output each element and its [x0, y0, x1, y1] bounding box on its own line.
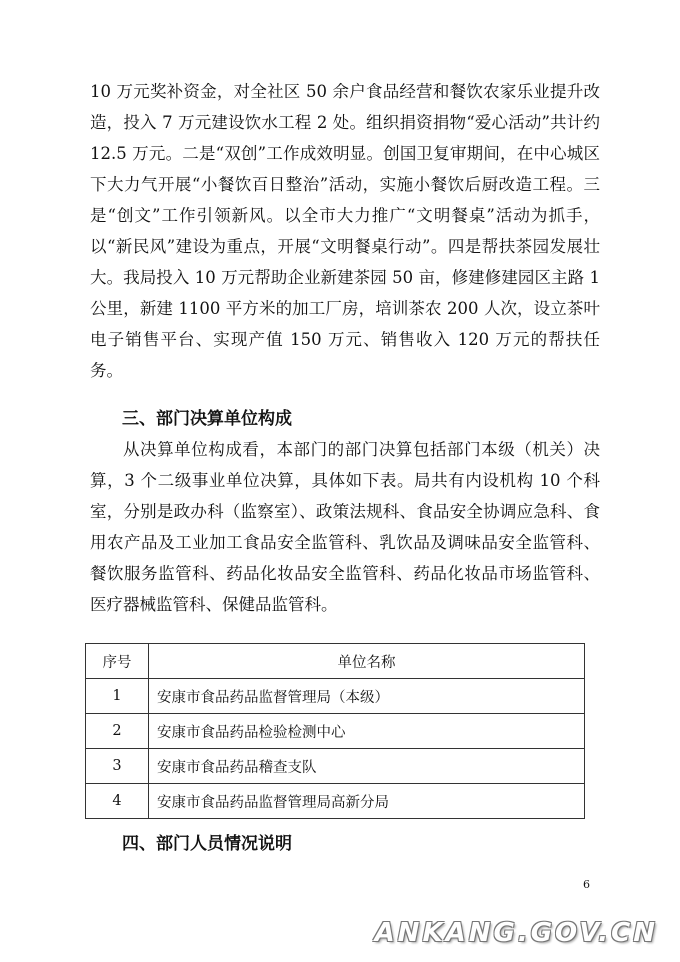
row-unit-name: 安康市食品药品监督管理局高新分局	[149, 784, 585, 819]
units-table	[85, 643, 585, 819]
header-unit-name: 单位名称	[149, 644, 585, 679]
row-serial-number: 3	[86, 749, 149, 784]
table-row	[86, 714, 585, 749]
row-serial-number: 2	[86, 714, 149, 749]
table-header-row	[86, 644, 585, 679]
row-serial-number: 1	[86, 679, 149, 714]
header-serial-number: 序号	[86, 644, 149, 679]
paragraph-unit-composition: 从决算单位构成看，本部门的部门决算包括部门本级（机关）决算，3 个二级事业单位决算，具体如下表。局共有内设机构 10 个科室，分别是政办科（监察室）、政策法规科、食品安全协调应急科、食用农产品及工业加工食品安全监管科、乳饮品及调味品安全监管科、餐饮服务监管科、药品化妆品安全监管科、药品化妆品市场监管科、医疗器械监管科、保健品监管科。	[90, 440, 600, 614]
heading-section-3: 三、部门决算单位构成	[122, 409, 292, 429]
page-number: 6	[583, 878, 590, 891]
site-watermark: ANKANG.GOV.CN	[374, 918, 658, 948]
body-text-block-2	[90, 434, 600, 620]
paragraph-poverty-relief: 10 万元奖补资金，对全社区 50 余户食品经营和餐饮农家乐业提升改造，投入 7 万元建设饮水工程 2 处。组织捐资捐物“爱心活动”共计约 12.5 万元。二是“双创”工作成效明显。创国卫复审期间，在中心城区下大力气开展“小餐饮百日整治”活动，实施小餐饮后厨改造工程。三是“创文”工作引领新风。以全市大力推广“文明餐桌”活动为抓手，以“新民风”建设为重点，开展“文明餐桌行动”。四是帮扶茶园发展壮大。我局投入 10 万元帮助企业新建茶园 50 亩，修建修建园区主路 1 公里，新建 1100 平方米的加工厂房，培训茶农 200 人次，设立茶叶电子销售平台、实现产值 150 万元、销售收入 120 万元的帮扶任务。	[90, 82, 600, 380]
row-unit-name: 安康市食品药品检验检测中心	[149, 714, 585, 749]
table-row	[86, 749, 585, 784]
table-row	[86, 784, 585, 819]
body-text-block	[90, 76, 600, 386]
row-unit-name: 安康市食品药品稽查支队	[149, 749, 585, 784]
heading-section-4: 四、部门人员情况说明	[122, 834, 292, 854]
row-unit-name: 安康市食品药品监督管理局（本级）	[149, 679, 585, 714]
row-serial-number: 4	[86, 784, 149, 819]
table-row	[86, 679, 585, 714]
